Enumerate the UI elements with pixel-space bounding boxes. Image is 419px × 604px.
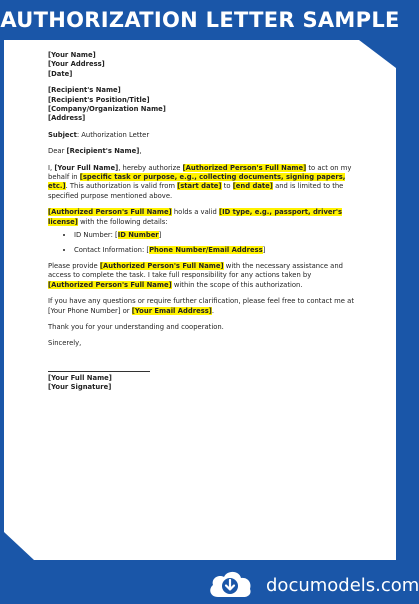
recipient-block [48, 86, 354, 124]
p1-text: to act on my behalf in [48, 163, 352, 182]
p1-text: to [221, 182, 233, 191]
detail-end: ] [158, 231, 162, 240]
p1-text: . This authorization is valid from [65, 182, 178, 191]
placeholder-authorized-name: [Authorized Person's Full Name] [99, 261, 224, 270]
p4-text: . [211, 306, 215, 315]
placeholder-email: [Your Email Address] [131, 306, 212, 315]
placeholder-contact: Phone Number/Email Address [149, 245, 263, 254]
list-item [74, 246, 354, 255]
subject-line [48, 131, 354, 140]
sender-name: [Your Name] [48, 51, 96, 59]
signature-line [48, 371, 150, 372]
placeholder-task: [specific task or purpose, e.g., collecting documents, signing papers, etc.] [48, 173, 346, 191]
recipient-title: [Recipient's Position/Title] [48, 95, 150, 104]
placeholder-id-type: [ID type, e.g., passport, driver's license] [48, 208, 343, 226]
details-list [48, 231, 354, 255]
placeholder-authorized-name: [Authorized Person's Full Name] [182, 163, 307, 172]
signature-name: [Your Full Name] [48, 373, 112, 382]
greeting [48, 147, 354, 156]
detail-end: ] [262, 245, 266, 254]
placeholder-end-date: [end date] [232, 182, 273, 191]
placeholder-authorized-name: [Authorized Person's Full Name] [48, 280, 172, 289]
p3-text: within the scope of this authorization. [171, 280, 303, 289]
letter-body [48, 51, 354, 393]
recipient-company: [Company/Organization Name] [48, 105, 166, 114]
list-item [74, 231, 354, 240]
placeholder-id-number: ID Number [117, 231, 159, 240]
signature-block [48, 374, 354, 393]
p1-text: , hereby authorize [118, 163, 183, 172]
greeting-post: , [139, 147, 142, 156]
p1-text: and is limited to the specified purpose mentioned above. [48, 182, 344, 200]
sender-block [48, 51, 354, 79]
paragraph-contact [48, 297, 354, 316]
p3-text: Please provide [48, 261, 100, 270]
placeholder-start-date: [start date] [177, 182, 222, 191]
sender-address: [Your Address] [48, 60, 105, 69]
p3-text: with the necessary assistance and access to complete the task. I take full responsibility for any actions taken by [48, 261, 343, 280]
cloud-download-icon [206, 569, 254, 599]
recipient-address: [Address] [48, 114, 86, 123]
greeting-pre: Dear [48, 147, 67, 156]
paragraph-assistance [48, 262, 354, 290]
paragraph-thanks: Thank you for your understanding and cooperation. [48, 322, 224, 331]
signature-sign: [Your Signature] [48, 383, 112, 392]
subject-label: Subject [48, 130, 77, 139]
p4-text: If you have any questions or require further clarification, please feel free to contact me at [Your Phone Number] or [48, 297, 354, 315]
detail-label: ID Number: [ [74, 231, 118, 240]
letter-date: [Date] [48, 69, 73, 78]
paragraph-id [48, 208, 354, 227]
greeting-name: [Recipient's Name] [66, 147, 140, 156]
placeholder-your-name: [Your Full Name] [54, 163, 119, 172]
placeholder-authorized-name: [Authorized Person's Full Name] [48, 208, 172, 217]
recipient-name: [Recipient's Name] [48, 86, 121, 95]
p2-text: with the following details: [77, 217, 168, 226]
brand-name: documodels.com [266, 575, 419, 596]
subject-sep: : [76, 130, 82, 139]
page-title: AUTHORIZATION LETTER SAMPLE [0, 8, 400, 32]
p1-text: I, [48, 163, 55, 172]
closing: Sincerely, [48, 339, 82, 348]
subject-text: Authorization Letter [81, 130, 150, 139]
p2-text: holds a valid [171, 208, 219, 217]
detail-label: Contact Information: [ [74, 245, 150, 254]
paragraph-authorization [48, 164, 354, 202]
